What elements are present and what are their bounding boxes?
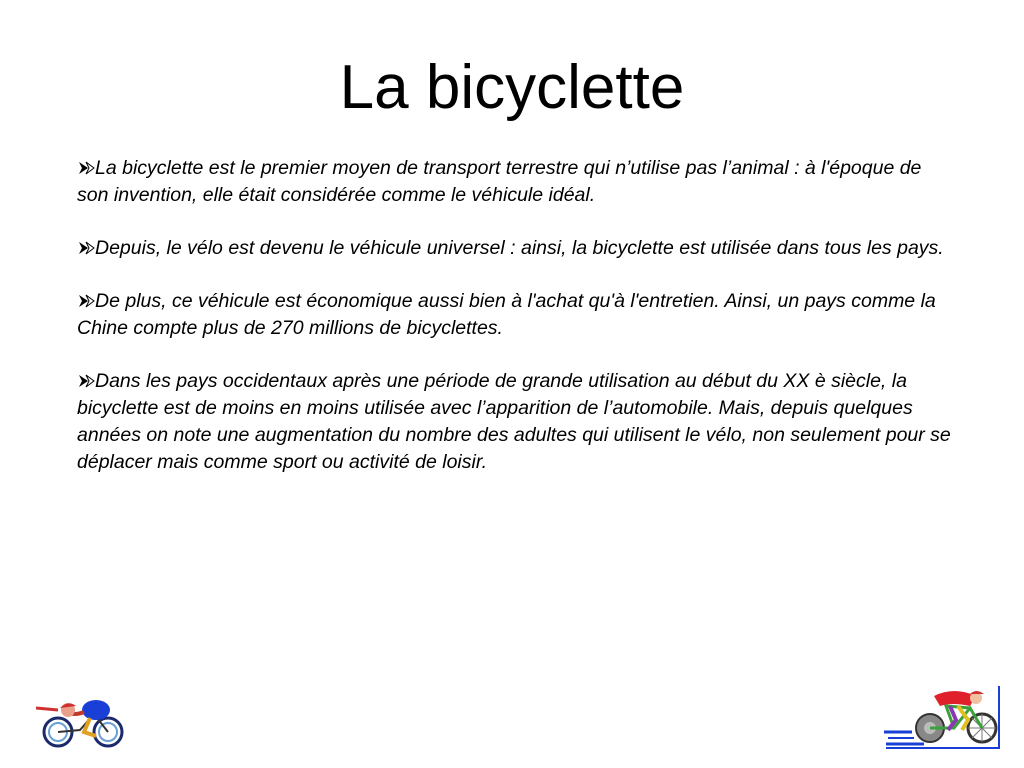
bullet-text: De plus, ce véhicule est économique aussi bien à l'achat qu'à l'entretien. Ainsi, un pays comme la Chine compte plus de 270 millions de bicyclettes. [77,290,936,339]
bullet-paragraph-4 [77,368,957,476]
bullet-text: Depuis, le vélo est devenu le véhicule universel : ainsi, la bicyclette est utilisée dans tous les pays. [95,237,944,259]
bullet-paragraph-2 [77,235,957,262]
bullet-text: La bicyclette est le premier moyen de transport terrestre qui n’utilise pas l’animal : à l'époque de son invention, elle était considérée comme le véhicule idéal. [77,157,922,206]
cyclist-blue-clipart [28,690,128,750]
cyclist-racing-clipart [884,684,1002,750]
arrow-bullet-icon [77,374,95,388]
bullet-paragraph-3 [77,288,957,342]
slide-title: La bicyclette [339,53,685,122]
bullet-paragraph-1 [77,155,957,209]
slide-body [77,155,957,502]
bullet-text: Dans les pays occidentaux après une période de grande utilisation au début du XX è siècle, la bicyclette est de moins en moins utilisée avec l’apparition de l’automobile. Mais, depuis quelques années on note une augmentation du nombre des adultes qui utilisent le vélo, non seulement pour se déplacer mais comme sport ou activité de loisir. [77,370,951,473]
arrow-bullet-icon [77,294,95,308]
arrow-bullet-icon [77,161,95,175]
arrow-bullet-icon [77,241,95,255]
